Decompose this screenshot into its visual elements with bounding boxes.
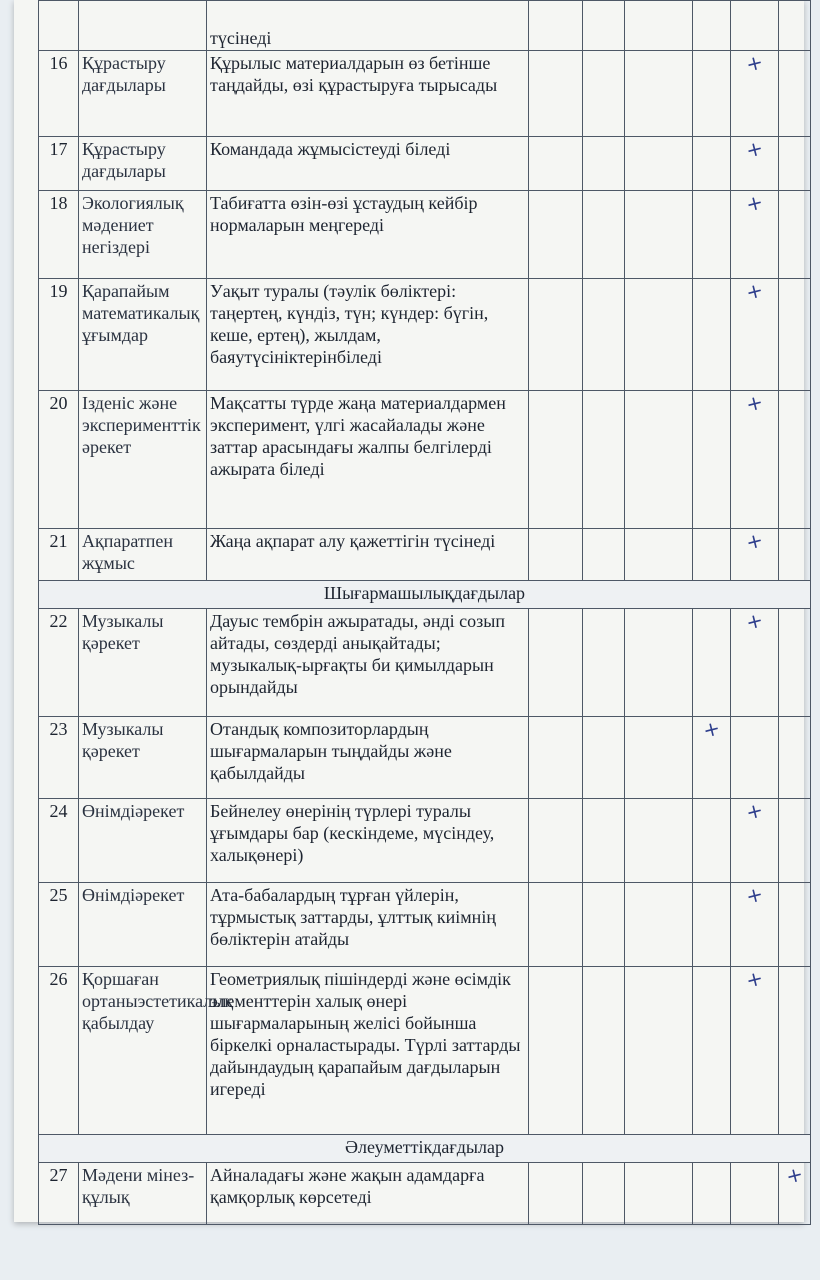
- mark-cell: [583, 799, 625, 883]
- mark-cell: [529, 51, 583, 137]
- mark-cell: [779, 799, 811, 883]
- mark-cell: [731, 967, 779, 1135]
- row-description: түсінеді: [207, 1, 529, 51]
- row-description: Уақыт туралы (тәулік бөліктері: таңертең, күндіз, түн; күндер: бүгін, кеше, ертең), жылдам, баяутүсініктерінбіледі: [207, 279, 529, 391]
- mark-cell: [529, 883, 583, 967]
- mark-cell: [779, 191, 811, 279]
- mark-cell: [583, 967, 625, 1135]
- row-number: 17: [39, 137, 79, 191]
- mark-cell: [625, 1163, 693, 1225]
- mark-cell: [693, 191, 731, 279]
- checkmark-plus-icon: +: [700, 715, 723, 743]
- mark-cell: [625, 967, 693, 1135]
- mark-cell: [693, 137, 731, 191]
- mark-cell: [693, 609, 731, 717]
- row-area: Ізденіс және эксперименттік әрекет: [79, 391, 207, 529]
- row-area: Құрастыру дағдылары: [79, 51, 207, 137]
- mark-cell: [529, 529, 583, 581]
- mark-cell: [693, 1163, 731, 1225]
- row-description: Айналадағы және жақын адамдарға қамқорлық көрсетеді: [207, 1163, 529, 1225]
- mark-cell: [731, 1163, 779, 1225]
- row-description: Ата-бабалардың тұрған үйлерін, тұрмыстық заттарды, ұлттық киімнің бөліктерін атайды: [207, 883, 529, 967]
- mark-cell: [625, 883, 693, 967]
- mark-cell: [583, 609, 625, 717]
- checkmark-plus-icon: +: [743, 965, 766, 993]
- mark-cell: [779, 883, 811, 967]
- section-row: [39, 1135, 811, 1163]
- mark-cell: [583, 883, 625, 967]
- mark-cell: [779, 51, 811, 137]
- row-area: Өнімдіәрекет: [79, 799, 207, 883]
- table-row: [39, 279, 811, 391]
- row-number: 16: [39, 51, 79, 137]
- mark-cell: [625, 279, 693, 391]
- mark-cell: [731, 137, 779, 191]
- mark-cell: [583, 391, 625, 529]
- row-description: Дауыс тембрін ажыратады, әнді созып айтады, сөздерді анықайтады; музыкалық-ырғақты би қимылдарын орындайды: [207, 609, 529, 717]
- table-row: [39, 717, 811, 799]
- checkmark-plus-icon: +: [743, 49, 766, 77]
- table-row: [39, 967, 811, 1135]
- checkmark-plus-icon: +: [743, 277, 766, 305]
- mark-cell: [693, 883, 731, 967]
- table-row: [39, 137, 811, 191]
- table-row: [39, 1, 811, 51]
- row-description: Құрылыс материалдарын өз бетінше таңдайды, өзі құрастыруға тырысады: [207, 51, 529, 137]
- mark-cell: [529, 137, 583, 191]
- row-area: Музыкалы қәрекет: [79, 609, 207, 717]
- row-number: 22: [39, 609, 79, 717]
- mark-cell: [625, 137, 693, 191]
- checkmark-plus-icon: +: [743, 189, 766, 217]
- checkmark-plus-icon: +: [743, 389, 766, 417]
- mark-cell: [583, 279, 625, 391]
- mark-cell: [731, 609, 779, 717]
- checkmark-plus-icon: +: [743, 527, 766, 555]
- table-row: [39, 529, 811, 581]
- row-description: Бейнелеу өнерінің түрлері туралы ұғымдары бар (кескіндеме, мүсіндеу, халықөнері): [207, 799, 529, 883]
- mark-cell: [779, 529, 811, 581]
- row-area: Қоршаған ортаныэстетикалық қабылдау: [79, 967, 207, 1135]
- mark-cell: [529, 191, 583, 279]
- mark-cell: [625, 391, 693, 529]
- section-heading: Әлеуметтікдағдылар: [39, 1135, 811, 1163]
- mark-cell: [693, 279, 731, 391]
- mark-cell: [693, 717, 731, 799]
- mark-cell: [779, 1163, 811, 1225]
- mark-cell: [529, 967, 583, 1135]
- mark-cell: [731, 717, 779, 799]
- row-area: Өнімдіәрекет: [79, 883, 207, 967]
- row-number: 25: [39, 883, 79, 967]
- mark-cell: [529, 279, 583, 391]
- table-row: [39, 799, 811, 883]
- mark-cell: [583, 717, 625, 799]
- table-row: [39, 883, 811, 967]
- mark-cell: [779, 137, 811, 191]
- mark-cell: [693, 391, 731, 529]
- row-description: Командада жұмысістеуді біледі: [207, 137, 529, 191]
- mark-cell: [583, 137, 625, 191]
- mark-cell: [625, 529, 693, 581]
- row-description: Жаңа ақпарат алу қажеттігін түсінеді: [207, 529, 529, 581]
- row-number: 27: [39, 1163, 79, 1225]
- mark-cell: [625, 191, 693, 279]
- row-number: 24: [39, 799, 79, 883]
- mark-cell: [583, 191, 625, 279]
- mark-cell: [779, 609, 811, 717]
- row-description: Геометриялық пішіндерді және өсімдік элементтерін халық өнері шығармаларының желісі бойынша біркелкі орналастырады. Түрлі заттарды дайындаудың қарапайым дағдыларын игереді: [207, 967, 529, 1135]
- row-area: Экологиялық мәдениет негіздері: [79, 191, 207, 279]
- section-row: [39, 581, 811, 609]
- mark-cell: [693, 799, 731, 883]
- mark-cell: [779, 967, 811, 1135]
- checkmark-plus-icon: +: [743, 881, 766, 909]
- mark-cell: [731, 799, 779, 883]
- row-number: 19: [39, 279, 79, 391]
- mark-cell: [625, 51, 693, 137]
- row-number: 26: [39, 967, 79, 1135]
- row-description: Мақсатты түрде жаңа материалдармен эксперимент, үлгі жасайалады және заттар арасындағы жалпы белгілерді ажырата біледі: [207, 391, 529, 529]
- table-row: [39, 191, 811, 279]
- mark-cell: [529, 717, 583, 799]
- checkmark-plus-icon: +: [743, 607, 766, 635]
- mark-cell: [731, 191, 779, 279]
- row-area: Ақпаратпен жұмыс: [79, 529, 207, 581]
- table-row: [39, 1163, 811, 1225]
- row-area: Қарапайым математикалық ұғымдар: [79, 279, 207, 391]
- evaluation-table: [38, 0, 811, 1225]
- mark-cell: [693, 967, 731, 1135]
- table-row: [39, 609, 811, 717]
- mark-cell: [529, 1163, 583, 1225]
- mark-cell: [583, 529, 625, 581]
- mark-cell: [731, 883, 779, 967]
- table-row: [39, 51, 811, 137]
- mark-cell: [693, 529, 731, 581]
- mark-cell: [731, 279, 779, 391]
- mark-cell: [779, 279, 811, 391]
- mark-cell: [529, 391, 583, 529]
- row-number: 20: [39, 391, 79, 529]
- mark-cell: [779, 391, 811, 529]
- section-heading: Шығармашылықдағдылар: [39, 581, 811, 609]
- checkmark-plus-icon: +: [743, 797, 766, 825]
- document-sheet: [14, 0, 804, 1222]
- mark-cell: [693, 51, 731, 137]
- mark-cell: [529, 799, 583, 883]
- mark-cell: [779, 717, 811, 799]
- mark-cell: [625, 717, 693, 799]
- mark-cell: [731, 51, 779, 137]
- mark-cell: [731, 529, 779, 581]
- mark-cell: [625, 609, 693, 717]
- row-description: Отандық композиторлардың шығармаларын тыңдайды және қабылдайды: [207, 717, 529, 799]
- row-number: 23: [39, 717, 79, 799]
- row-number: 21: [39, 529, 79, 581]
- mark-cell: [731, 391, 779, 529]
- checkmark-plus-icon: +: [743, 135, 766, 163]
- mark-cell: [625, 799, 693, 883]
- row-description: Табиғатта өзін-өзі ұстаудың кейбір нормаларын меңгереді: [207, 191, 529, 279]
- row-number: 18: [39, 191, 79, 279]
- row-area: Мәдени мінез-құлық: [79, 1163, 207, 1225]
- mark-cell: [583, 51, 625, 137]
- row-area: Музыкалы қәрекет: [79, 717, 207, 799]
- checkmark-plus-icon: +: [783, 1161, 806, 1189]
- row-area: Құрастыру дағдылары: [79, 137, 207, 191]
- table-body: [39, 1, 811, 1225]
- mark-cell: [529, 609, 583, 717]
- mark-cell: [583, 1163, 625, 1225]
- table-row: [39, 391, 811, 529]
